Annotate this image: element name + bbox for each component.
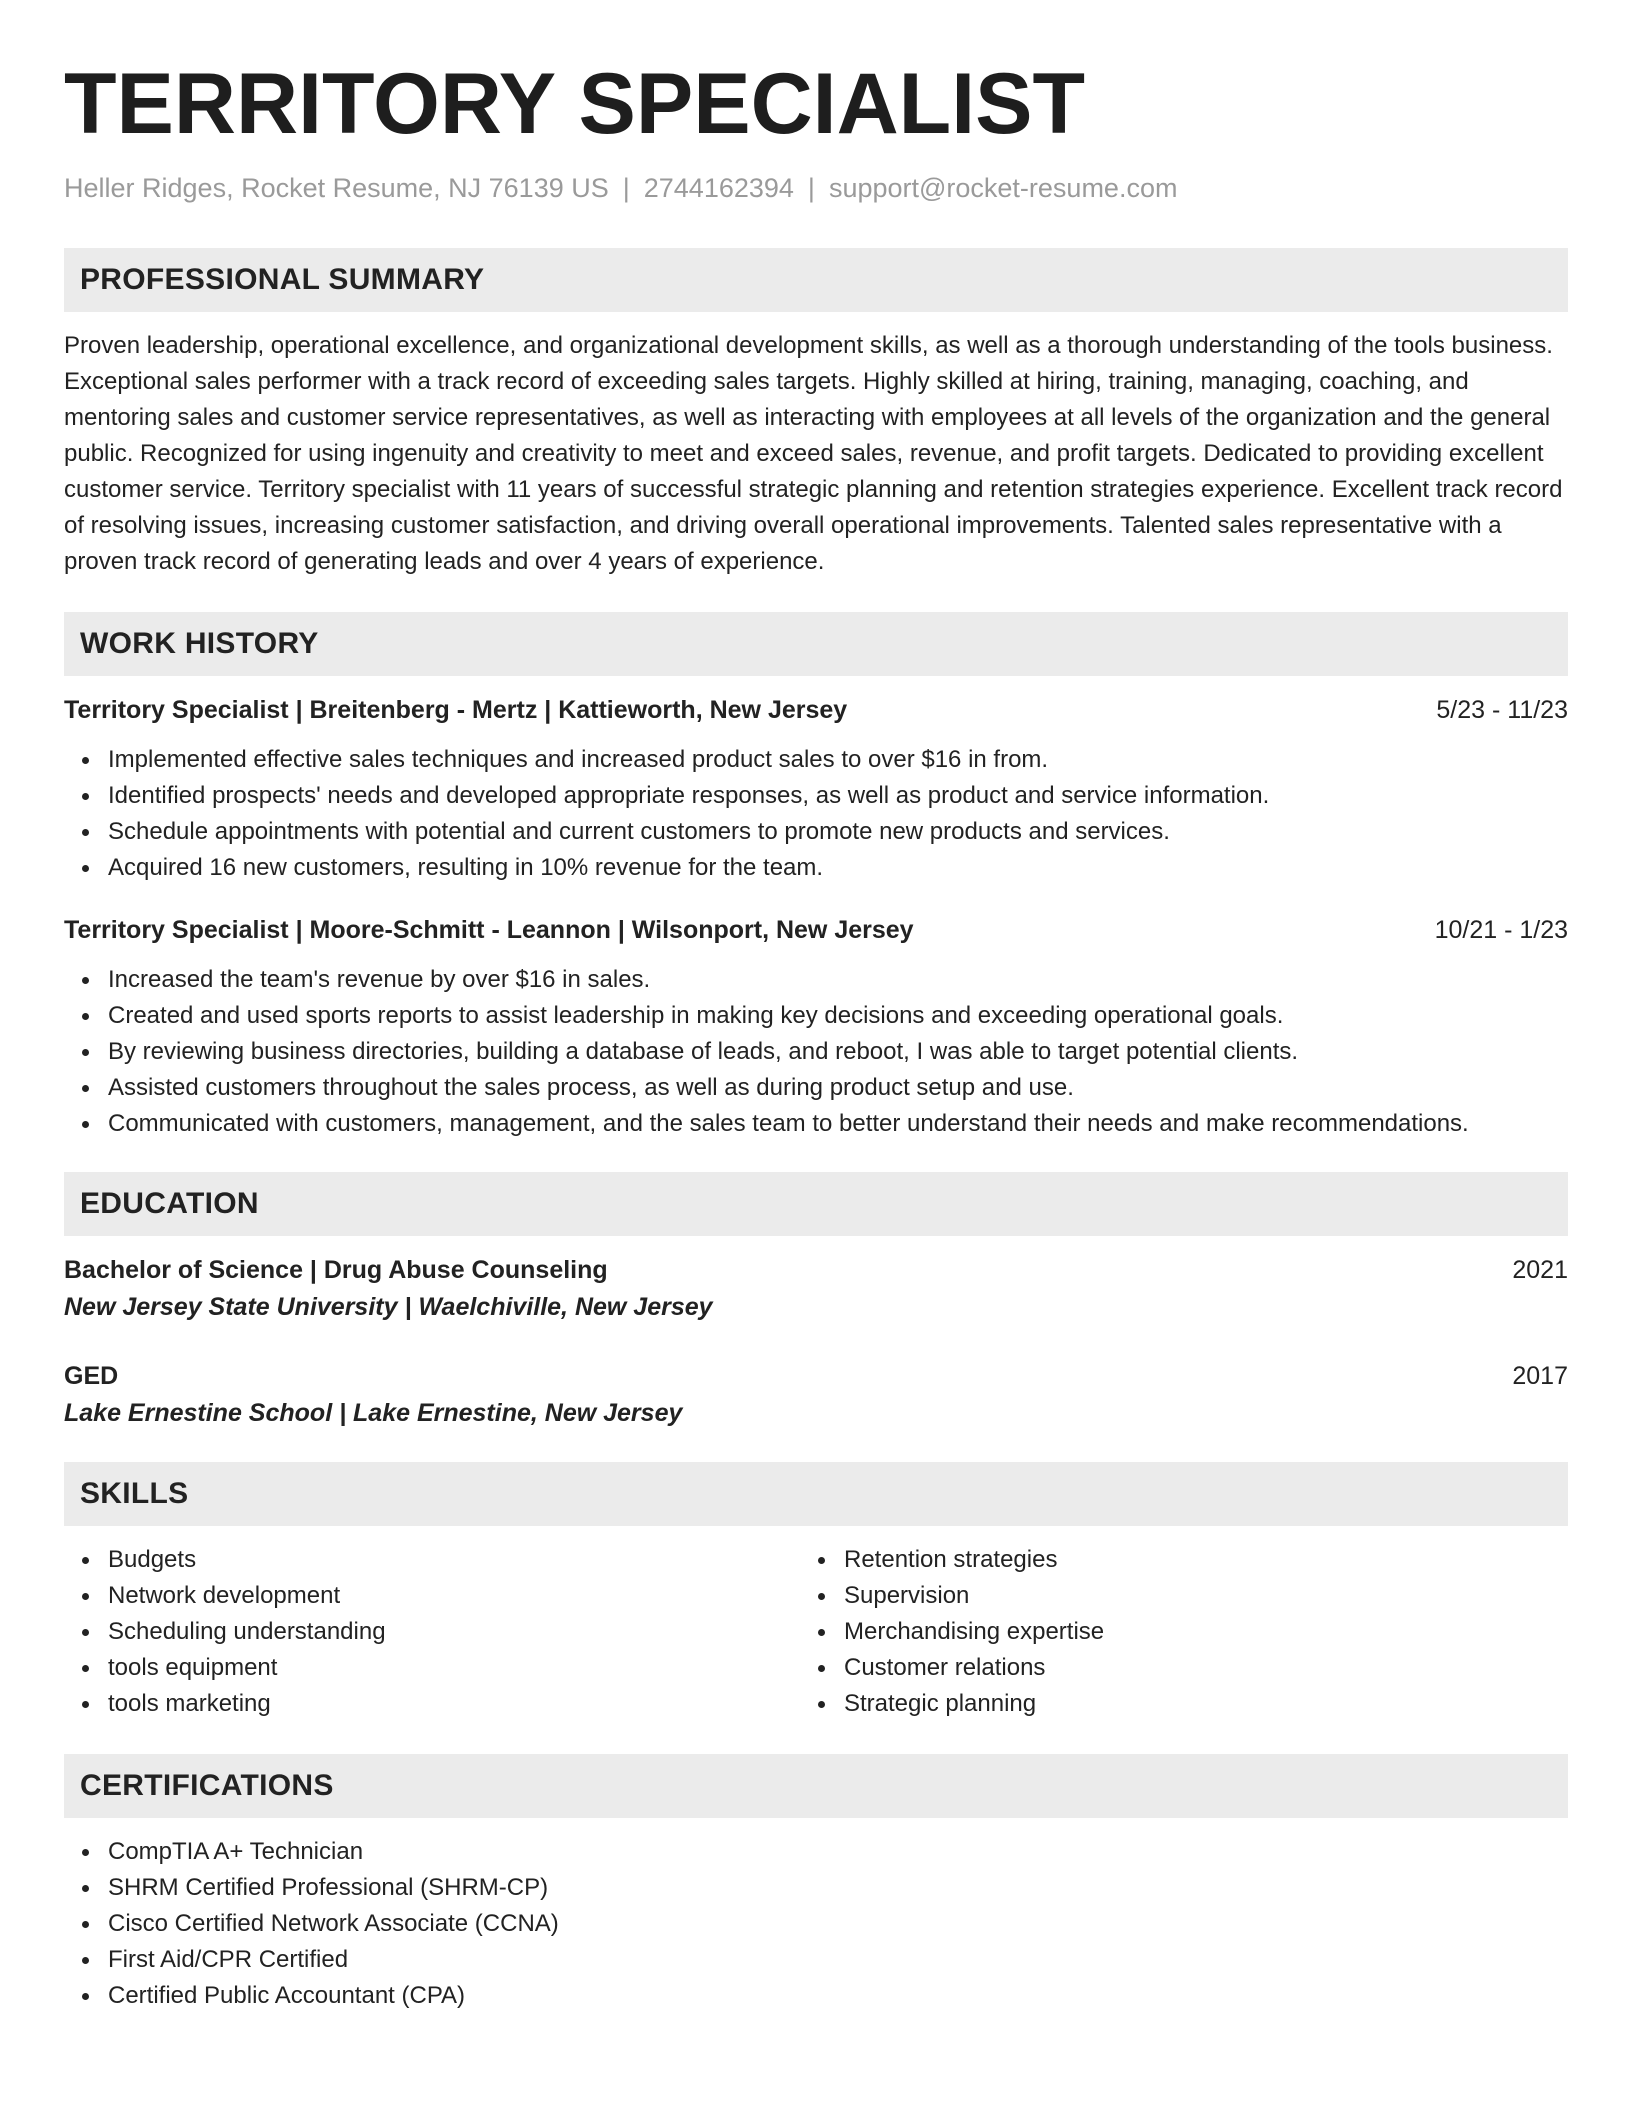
section-heading-summary: PROFESSIONAL SUMMARY (64, 248, 1568, 312)
certification-item: CompTIA A+ Technician (108, 1834, 1568, 1870)
skill-item: Scheduling understanding (108, 1614, 800, 1650)
skill-item: tools equipment (108, 1650, 800, 1686)
job-dates: 10/21 - 1/23 (1434, 916, 1568, 944)
job-bullet: Identified prospects' needs and developed appropriate responses, as well as product and service information. (108, 778, 1568, 814)
skill-item: Budgets (108, 1542, 800, 1578)
job-header (64, 912, 1568, 948)
contact-phone: 2744162394 (643, 173, 794, 203)
skill-item: Retention strategies (844, 1542, 1536, 1578)
job-title: Territory Specialist | Moore-Schmitt - Leannon | Wilsonport, New Jersey (64, 916, 914, 944)
certification-item: SHRM Certified Professional (SHRM-CP) (108, 1870, 1568, 1906)
skill-item: tools marketing (108, 1686, 800, 1722)
job-bullet: Acquired 16 new customers, resulting in 10% revenue for the team. (108, 850, 1568, 886)
skill-item: Merchandising expertise (844, 1614, 1536, 1650)
skill-item: Strategic planning (844, 1686, 1536, 1722)
job-header (64, 692, 1568, 728)
section-heading-education: EDUCATION (64, 1172, 1568, 1236)
skills-list-right (800, 1542, 1536, 1722)
certification-item: First Aid/CPR Certified (108, 1942, 1568, 1978)
contact-address: Heller Ridges, Rocket Resume, NJ 76139 US (64, 173, 609, 203)
job-entry (64, 692, 1568, 886)
job-bullet: Created and used sports reports to assist leadership in making key decisions and exceeding operational goals. (108, 998, 1568, 1034)
job-title: Territory Specialist | Breitenberg - Mertz | Kattieworth, New Jersey (64, 696, 848, 724)
job-dates: 5/23 - 11/23 (1436, 696, 1568, 724)
graduation-year: 2017 (1512, 1362, 1568, 1390)
contact-separator: | (622, 173, 630, 203)
job-entry (64, 912, 1568, 1142)
education-entry (64, 1252, 1568, 1326)
section-heading-skills: SKILLS (64, 1462, 1568, 1526)
certification-item: Certified Public Accountant (CPA) (108, 1978, 1568, 2014)
degree: GED (64, 1362, 119, 1390)
skill-item: Customer relations (844, 1650, 1536, 1686)
school: New Jersey State University | Waelchiville, New Jersey (64, 1293, 713, 1321)
skills-columns (64, 1542, 1568, 1722)
job-bullet: By reviewing business directories, building a database of leads, and reboot, I was able to target potential clients. (108, 1034, 1568, 1070)
certification-item: Cisco Certified Network Associate (CCNA) (108, 1906, 1568, 1942)
education-entry (64, 1358, 1568, 1432)
contact-line (64, 168, 1568, 208)
section-heading-certifications: CERTIFICATIONS (64, 1754, 1568, 1818)
job-bullet: Assisted customers throughout the sales process, as well as during product setup and use. (108, 1070, 1568, 1106)
degree: Bachelor of Science | Drug Abuse Counseling (64, 1256, 608, 1284)
summary-text: Proven leadership, operational excellence, and organizational development skills, as well as a thorough understanding of the tools business. Exceptional sales performer with a track record of exceeding sales targets. Highly skilled at hiring, training, managing, coaching, and mentoring sales and customer service representatives, as well as interacting with employees at all levels of the organization and the general public. Recognized for using ingenuity and creativity to meet and exceed sales, revenue, and profit targets. Dedicated to providing excellent customer service. Territory specialist with 11 years of successful strategic planning and retention strategies experience. Excellent track record of resolving issues, increasing customer satisfaction, and driving overall operational improvements. Talented sales representative with a proven track record of generating leads and over 4 years of experience. (64, 332, 1563, 575)
skill-item: Supervision (844, 1578, 1536, 1614)
contact-email: support@rocket-resume.com (828, 173, 1178, 203)
job-bullets (64, 962, 1568, 1142)
job-bullets (64, 742, 1568, 886)
job-bullet: Implemented effective sales techniques and increased product sales to over $16 in from. (108, 742, 1568, 778)
contact-separator: | (807, 173, 815, 203)
education-header (64, 1252, 1568, 1288)
job-bullet: Communicated with customers, management, and the sales team to better understand their needs and make recommendations. (108, 1106, 1568, 1142)
job-bullet: Increased the team's revenue by over $16 in sales. (108, 962, 1568, 998)
skills-list-left (64, 1542, 800, 1722)
candidate-name: TERRITORY SPECIALIST (64, 56, 1085, 152)
skill-item: Network development (108, 1578, 800, 1614)
graduation-year: 2021 (1512, 1256, 1568, 1284)
section-heading-work-history: WORK HISTORY (64, 612, 1568, 676)
job-bullet: Schedule appointments with potential and current customers to promote new products and services. (108, 814, 1568, 850)
certifications (64, 1834, 1568, 2014)
school: Lake Ernestine School | Lake Ernestine, New Jersey (64, 1399, 683, 1427)
certification-list (64, 1834, 1568, 2014)
education-header (64, 1358, 1568, 1394)
